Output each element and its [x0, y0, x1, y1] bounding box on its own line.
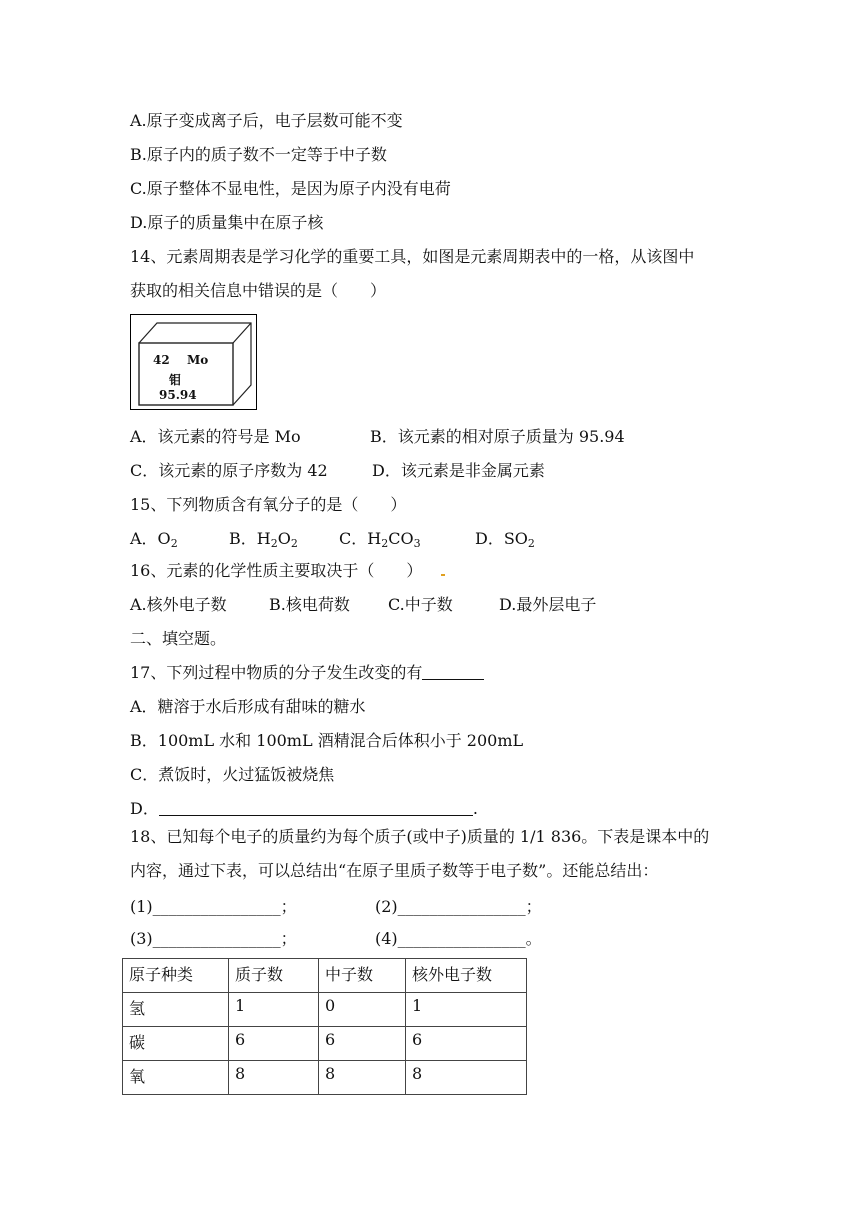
q13-option-c: C.原子整体不显电性，是因为原子内没有电荷	[130, 179, 451, 198]
q13-option-d: D.原子的质量集中在原子核	[130, 213, 324, 232]
q17-option-c: C．煮饭时，火过猛饭被烧焦	[130, 765, 335, 784]
table-cell: 8	[229, 1061, 319, 1095]
q16-option-b: B.核电荷数	[269, 595, 350, 614]
q16-option-c: C.中子数	[388, 595, 453, 614]
table-cell: 8	[319, 1061, 406, 1095]
q15-option-d: D．$SO_2$	[475, 529, 535, 550]
table-row	[123, 1027, 527, 1061]
table-cell: 6	[229, 1027, 319, 1061]
q13-option-a: A.原子变成离子后，电子层数可能不变	[130, 111, 403, 130]
table-header-cell: 质子数	[229, 959, 319, 993]
atom-composition-table	[122, 958, 527, 1095]
table-cell: 碳	[123, 1027, 229, 1061]
q14-option-c: C．该元素的原子序数为 42	[130, 461, 328, 480]
table-cell: 1	[406, 993, 527, 1027]
q18-stem-line1: 18、已知每个电子的质量约为每个质子(或中子)质量的 1/1 836。下表是课本中的	[130, 827, 710, 846]
table-cell: 8	[406, 1061, 527, 1095]
q17-option-d-blank[interactable]	[159, 799, 473, 816]
element-symbol: Mo	[187, 353, 209, 367]
q18-blank-3[interactable]: (3)________________；	[130, 929, 297, 948]
q14-stem-line2: 获取的相关信息中错误的是（ ）	[130, 281, 387, 300]
q15-option-b: B．$H_2O_2$	[229, 529, 298, 550]
table-cell: 0	[319, 993, 406, 1027]
q17-option-a: A．糖溶于水后形成有甜味的糖水	[130, 697, 366, 716]
table-cell: 氧	[123, 1061, 229, 1095]
table-row	[123, 993, 527, 1027]
q17-option-b: B．100mL 水和 100mL 酒精混合后体积小于 200mL	[130, 731, 524, 750]
q18-stem-line2: 内容，通过下表，可以总结出“在原子里质子数等于电子数”。还能总结出：	[130, 861, 659, 880]
q15-stem: 15、下列物质含有氧分子的是（ ）	[130, 495, 407, 514]
q15-option-c: C．$H_2CO_3$	[339, 529, 421, 550]
table-header-cell: 中子数	[319, 959, 406, 993]
highlight-mark	[441, 574, 445, 576]
q17-answer-blank[interactable]	[422, 663, 484, 680]
element-name: 钼	[169, 373, 182, 387]
element-cell-figure	[130, 314, 257, 410]
q18-blank-4[interactable]: (4)________________。	[375, 929, 542, 948]
q18-blank-1[interactable]: (1)________________；	[130, 897, 297, 916]
table-row	[123, 1061, 527, 1095]
q14-option-b: B．该元素的相对原子质量为 95.94	[370, 427, 625, 446]
element-atomic-number: 42	[153, 353, 170, 367]
q16-option-d: D.最外层电子	[499, 595, 597, 614]
q18-blank-2[interactable]: (2)________________；	[375, 897, 542, 916]
q14-stem-line1: 14、元素周期表是学习化学的重要工具，如图是元素周期表中的一格，从该图中	[130, 247, 695, 266]
element-atomic-mass: 95.94	[159, 388, 197, 402]
q15-option-a: A．$O_2$	[130, 529, 178, 550]
q17-option-d: D． .	[130, 799, 478, 818]
table-cell: 1	[229, 993, 319, 1027]
table-cell: 氢	[123, 993, 229, 1027]
q13-option-b: B.原子内的质子数不一定等于中子数	[130, 145, 387, 164]
section-heading: 二、填空题。	[130, 629, 227, 648]
table-header-cell: 核外电子数	[406, 959, 527, 993]
q16-stem: 16、元素的化学性质主要取决于（ ）	[130, 561, 423, 580]
q14-option-d: D．该元素是非金属元素	[372, 461, 545, 480]
q14-option-a: A．该元素的符号是 Mo	[130, 427, 301, 446]
table-header-cell: 原子种类	[123, 959, 229, 993]
q17-stem: 17、下列过程中物质的分子发生改变的有	[130, 663, 484, 683]
table-header-row	[123, 959, 527, 993]
table-cell: 6	[406, 1027, 527, 1061]
table-cell: 6	[319, 1027, 406, 1061]
q16-option-a: A.核外电子数	[130, 595, 227, 614]
